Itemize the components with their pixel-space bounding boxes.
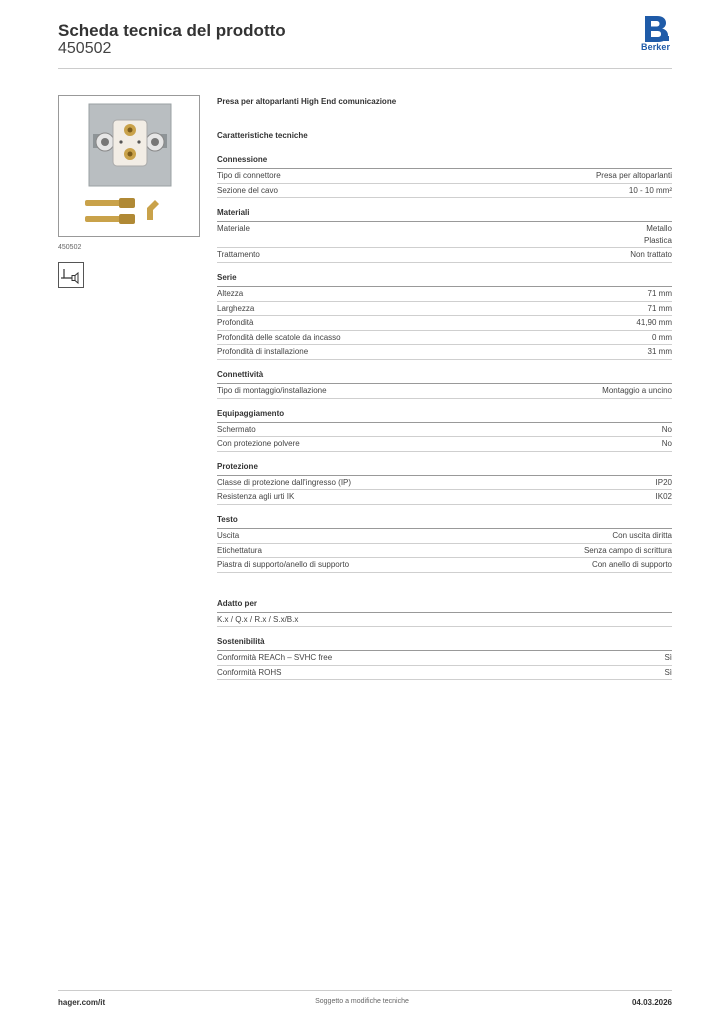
spec-section xyxy=(217,272,672,360)
spec-label: Sezione del cavo xyxy=(217,185,278,195)
spec-value: Presa per altoparlanti xyxy=(595,171,672,180)
spec-value: IK02 xyxy=(655,492,672,502)
spec-row xyxy=(217,651,672,666)
suitable-section xyxy=(217,598,672,628)
spec-value: No xyxy=(661,439,672,449)
section-title: Serie xyxy=(217,272,672,287)
spec-label: Tipo di montaggio/installazione xyxy=(217,385,327,395)
spec-value: IP20 xyxy=(655,477,672,487)
spec-row xyxy=(217,544,672,559)
spec-label: Piastra di supporto/anello di supporto xyxy=(217,560,350,570)
product-code: 450502 xyxy=(58,40,112,57)
footer-divider xyxy=(58,990,672,991)
section-title: Materiali xyxy=(217,207,672,222)
spec-row xyxy=(217,316,672,331)
spec-value: Con anello di supporto xyxy=(591,560,672,570)
spec-row xyxy=(217,666,672,681)
spec-row xyxy=(217,222,672,248)
spec-row xyxy=(217,169,672,184)
spec-value: Sì xyxy=(664,667,672,677)
spec-row xyxy=(217,613,672,628)
header-divider xyxy=(58,68,672,69)
spec-value: Non trattato xyxy=(630,250,672,260)
spec-label: K.x / Q.x / R.x / S.x/B.x xyxy=(217,614,299,624)
section-title: Connettività xyxy=(217,369,672,384)
spec-value: Sì xyxy=(664,653,672,663)
spec-value: 31 mm xyxy=(647,347,672,357)
spec-label: Etichettatura xyxy=(217,545,262,555)
berker-b-icon xyxy=(642,16,670,42)
spec-value: 0 mm xyxy=(652,332,672,342)
section-title: Connessione xyxy=(217,154,672,169)
spec-value: 71 mm xyxy=(647,288,672,298)
spec-row xyxy=(217,558,672,573)
spec-row xyxy=(217,529,672,544)
spec-row xyxy=(217,490,672,505)
spec-label: Profondità delle scatole da incasso xyxy=(217,332,341,342)
spec-row xyxy=(217,184,672,199)
spec-label: Con protezione polvere xyxy=(217,439,300,449)
speaker-socket-symbol-icon xyxy=(58,262,84,288)
spec-value: 10 - 10 mm² xyxy=(628,185,672,195)
footer-disclaimer: Soggetto a modifiche tecniche xyxy=(315,998,409,1005)
page-title: Scheda tecnica del prodotto xyxy=(58,21,286,40)
spec-label: Classe di protezione dall'ingresso (IP) xyxy=(217,477,352,487)
spec-label: Altezza xyxy=(217,288,244,298)
spec-row xyxy=(217,437,672,452)
section-title: Adatto per xyxy=(217,598,672,613)
spec-section xyxy=(217,514,672,573)
product-image xyxy=(58,95,200,237)
spec-label: Tipo di connettore xyxy=(217,171,281,180)
spec-value: Metallo Plastica xyxy=(643,224,672,245)
spec-row xyxy=(217,476,672,491)
spec-section xyxy=(217,154,672,198)
brand-name: Berker xyxy=(641,42,671,52)
sustainability-section xyxy=(217,636,672,680)
spec-label: Larghezza xyxy=(217,303,255,313)
spec-value: Con uscita diritta xyxy=(612,530,672,540)
image-caption: 450502 xyxy=(58,244,82,251)
speaker-socket-illustration xyxy=(59,96,199,236)
spec-label: Trattamento xyxy=(217,250,260,260)
spec-row xyxy=(217,331,672,346)
spec-value: No xyxy=(661,424,672,434)
main-heading: Caratteristiche tecniche xyxy=(217,131,308,140)
section-title: Equipaggiamento xyxy=(217,408,672,423)
spec-section xyxy=(217,369,672,399)
spec-label: Profondità di installazione xyxy=(217,347,309,357)
section-title: Testo xyxy=(217,514,672,529)
spec-groups xyxy=(217,154,672,573)
spec-row xyxy=(217,384,672,399)
spec-section xyxy=(217,461,672,505)
spec-value: 71 mm xyxy=(647,303,672,313)
spec-label: Conformità ROHS xyxy=(217,667,282,677)
section-title: Sostenibilità xyxy=(217,636,672,651)
spec-content xyxy=(217,96,672,689)
footer-date: 04.03.2026 xyxy=(631,998,672,1007)
footer-website-link[interactable]: hager.com/it xyxy=(58,998,106,1007)
spec-value: Montaggio a uncino xyxy=(602,385,672,395)
spec-row xyxy=(217,345,672,360)
spec-label: Profondità xyxy=(217,318,254,328)
spec-label: Materiale xyxy=(217,224,250,234)
spec-value: Senza campo di scrittura xyxy=(583,545,672,555)
spec-row xyxy=(217,302,672,317)
spec-section xyxy=(217,207,672,263)
spec-label: Conformità REACh – SVHC free xyxy=(217,653,333,663)
spec-label: Resistenza agli urti IK xyxy=(217,492,295,502)
spec-label: Schermato xyxy=(217,424,256,434)
section-title: Protezione xyxy=(217,461,672,476)
product-name: Presa per altoparlanti High End comunicazione xyxy=(217,97,397,106)
spec-row xyxy=(217,423,672,438)
spec-value: 41,90 mm xyxy=(636,318,672,328)
spec-section xyxy=(217,408,672,452)
spec-row xyxy=(217,287,672,302)
spec-label: Uscita xyxy=(217,530,240,540)
spec-row xyxy=(217,248,672,263)
berker-logo xyxy=(640,16,674,54)
